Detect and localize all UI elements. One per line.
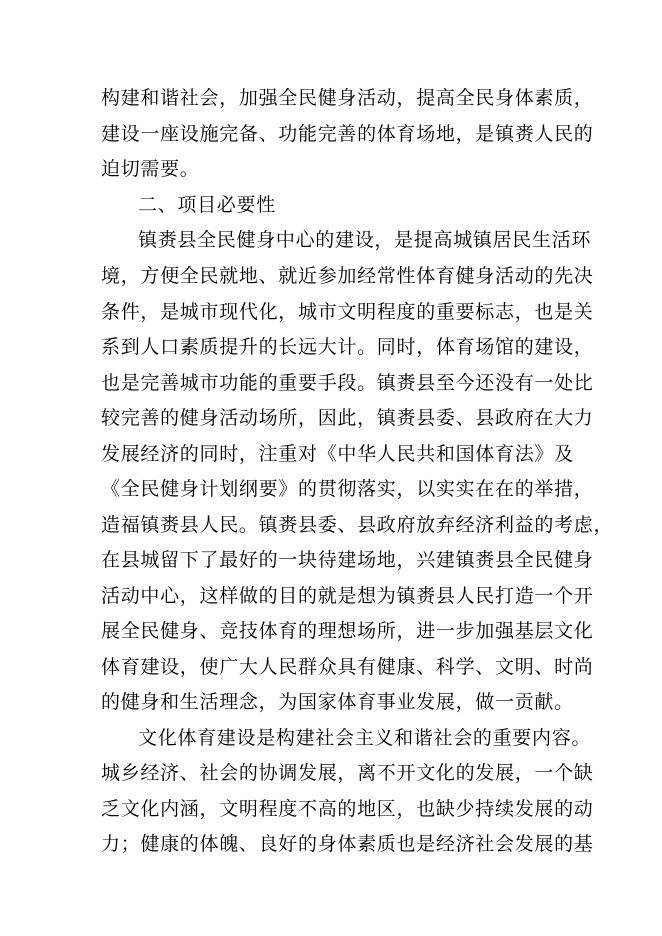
text-line: 系到人口素质提升的长远大计。同时，体育场馆的建设，	[101, 336, 594, 358]
text-line: 建设一座设施完备、功能完善的体育场地，是镇赉人民的	[101, 123, 594, 145]
text-line: 在县城留下了最好的一块待建场地，兴建镇赉县全民健身	[101, 549, 594, 571]
text-line: 也是完善城市功能的重要手段。镇赉县至今还没有一处比	[101, 372, 594, 394]
paragraph-start: 文化体育建设是构建社会主义和谐社会的重要内容。	[138, 727, 592, 749]
text-line: 的健身和生活理念，为国家体育事业发展，做一贡献。	[101, 691, 574, 713]
text-line: 构建和谐社会，加强全民健身活动，提高全民身体素质，	[101, 87, 594, 109]
text-line: 《全民健身计划纲要》的贯彻落实，以实实在在的举措，	[101, 478, 594, 500]
text-line: 较完善的健身活动场所，因此，镇赉县委、县政府在大力	[101, 407, 594, 429]
text-line: 城乡经济、社会的协调发展，离不开文化的发展，一个缺	[101, 762, 594, 784]
text-line: 活动中心，这样做的目的就是想为镇赉县人民打造一个开	[101, 585, 594, 607]
text-line: 迫切需要。	[101, 158, 200, 180]
text-line: 力；健康的体魄、良好的身体素质也是经济社会发展的基	[101, 833, 594, 855]
text-line: 条件，是城市现代化，城市文明程度的重要标志，也是关	[101, 301, 594, 323]
text-line: 乏文化内涵，文明程度不高的地区，也缺少持续发展的动	[101, 798, 594, 820]
text-line: 发展经济的同时，注重对《中华人民共和国体育法》及	[101, 443, 574, 465]
text-line: 体育建设，使广大人民群众具有健康、科学、文明、时尚	[101, 656, 594, 678]
paragraph-start: 镇赉县全民健身中心的建设，是提高城镇居民生活环	[138, 229, 592, 251]
text-line: 造福镇赉县人民。镇赉县委、县政府放弃经济利益的考虑，	[101, 514, 614, 536]
text-line: 境，方便全民就地、就近参加经常性体育健身活动的先决	[101, 265, 594, 287]
section-heading: 二、项目必要性	[138, 194, 276, 216]
text-line: 展全民健身、竞技体育的理想场所，进一步加强基层文化	[101, 620, 594, 642]
